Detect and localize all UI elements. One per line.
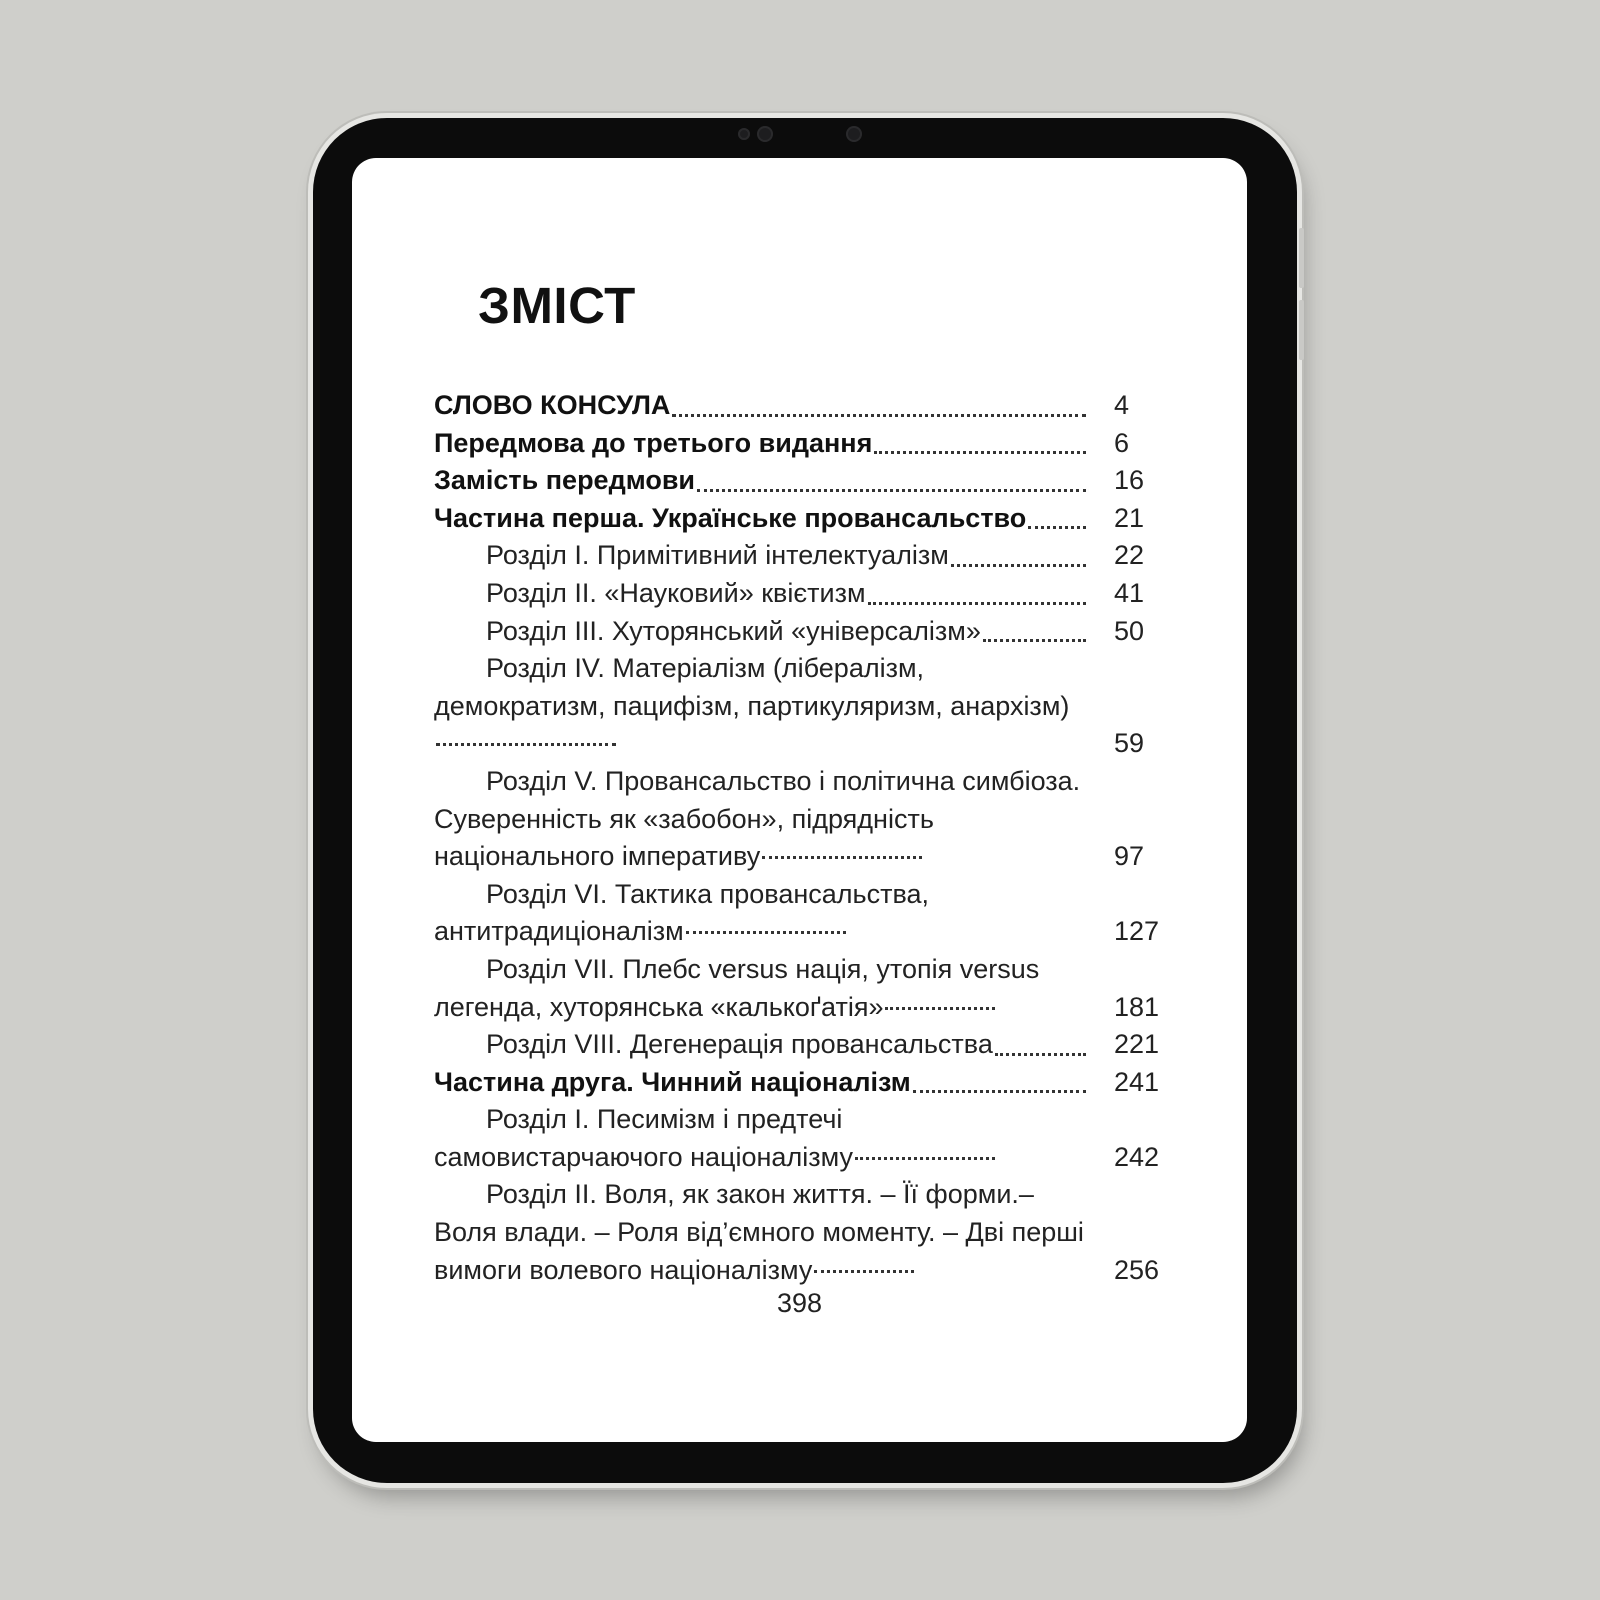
toc-entry-page: 241 [1114,1066,1160,1097]
toc-entry-title: Частина перша. Українське провансальство [434,502,1027,533]
volume-up-button [1299,228,1304,288]
page-number: 398 [776,1288,823,1318]
toc-entry[interactable] [434,500,1174,538]
toc-entry-page: 181 [1114,991,1160,1022]
toc-entry-title: Розділ VII. Плебс versus нація, утопія versus легенда, хуторянська «калькоґатія» [434,953,1040,1022]
dot-leader [686,931,846,934]
toc-entry-title: СЛОВО КОНСУЛА [434,390,671,420]
toc-entry-page: 59 [1114,728,1145,759]
dot-leader [1028,526,1086,529]
toc-entry-title: Розділ V. Провансальство і політична симбіоза. Суверенність як «забобон», підрядність національного імперативу [434,765,1081,872]
dot-leader [855,1157,995,1160]
toc-entry[interactable] [434,1101,1174,1176]
front-camera-icon [757,126,773,142]
dot-leader [874,451,1086,454]
dot-leader [983,639,1086,642]
toc-entry[interactable] [434,876,1174,951]
toc-entry[interactable] [434,425,1174,463]
dot-leader [913,1090,1086,1093]
toc-entry-title: Розділ ІІ. «Науковий» квієтизм [486,577,866,608]
toc-entry-title: Розділ ІІІ. Хуторянський «універсалізм» [486,615,981,646]
toc-entry-page: 4 [1114,390,1130,420]
toc-entry-title: Розділ І. Примітивний інтелектуалізм [486,540,949,571]
toc-entry-page: 41 [1114,577,1145,608]
toc-entry-title: Розділ VI. Тактика провансальства, антитрадиціоналізм [434,878,930,947]
dot-leader [951,564,1086,567]
dot-leader [762,856,922,859]
toc-entry-page: 22 [1114,540,1145,571]
dot-leader [697,489,1086,492]
toc-entry[interactable] [434,763,1174,876]
toc-entry[interactable] [434,575,1174,613]
toc-entry[interactable] [434,1064,1174,1102]
toc-entry-page: 16 [1114,465,1145,496]
toc-entry-page: 221 [1114,1029,1160,1060]
toc-entry-page: 256 [1114,1254,1160,1285]
toc-entry-page: 127 [1114,916,1160,947]
toc-entry[interactable] [434,650,1174,763]
page-title: ЗМІСТ [478,277,636,334]
tablet-device [313,118,1297,1483]
toc-entry-title: Розділ IV. Матеріалізм (лібералізм, демократизм, пацифізм, партикуляризм, анархізм) [434,653,1070,721]
toc-entry[interactable] [434,1176,1174,1289]
dot-leader [436,743,616,746]
tablet-screen [352,158,1247,1442]
volume-down-button [1299,300,1304,360]
toc-entry-page: 50 [1114,615,1145,646]
toc-entry[interactable] [434,462,1174,500]
toc-entry-title: Розділ VIII. Дегенерація провансальства [486,1029,993,1060]
toc-entry[interactable] [434,387,1174,425]
toc-entry-title: Передмова до третього видання [434,427,873,458]
toc-entry-title: Частина друга. Чинний націоналізм [434,1066,911,1097]
toc-entry-page: 242 [1114,1141,1160,1172]
table-of-contents [434,387,1174,1289]
toc-entry-page: 97 [1114,841,1145,872]
toc-entry-page: 6 [1114,427,1130,458]
sensor-icon [846,126,862,142]
toc-entry-title: Замість передмови [434,465,696,496]
front-camera-icon [738,128,750,140]
dot-leader [885,1007,995,1010]
toc-entry[interactable] [434,1026,1174,1064]
toc-entry[interactable] [434,537,1174,575]
dot-leader [814,1270,914,1273]
toc-entry-title: Розділ І. Песимізм і предтечі самовистарчаючого націоналізму [434,1104,853,1172]
toc-entry-title: Розділ ІІ. Воля, як закон життя. – Її форми.– Воля влади. – Роля від’ємного моменту. – Дві перші вимоги волевого націоналізму [434,1179,1084,1285]
toc-entry[interactable] [434,613,1174,651]
dot-leader [995,1053,1086,1056]
toc-entry-page: 21 [1114,502,1145,533]
dot-leader [868,602,1086,605]
dot-leader [672,414,1086,417]
toc-entry[interactable] [434,951,1174,1026]
